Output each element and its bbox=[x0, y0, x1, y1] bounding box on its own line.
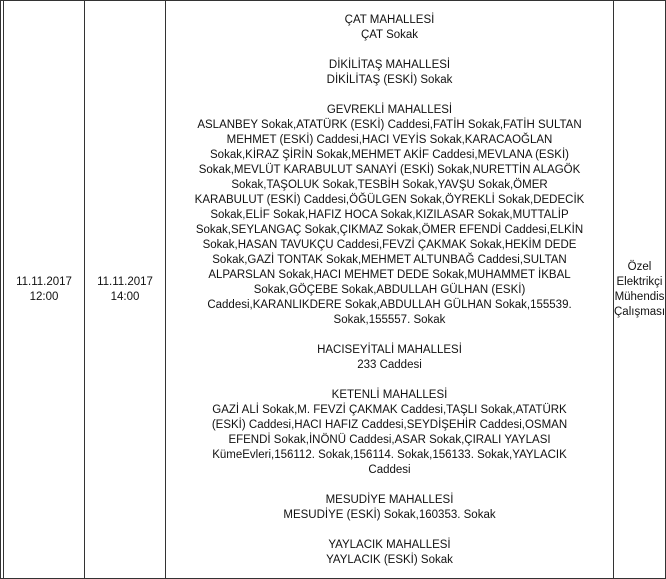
neighborhood-name: ÇAT MAHALLESİ bbox=[344, 14, 435, 26]
affected-area-list bbox=[166, 11, 613, 568]
street-list-line: KARABULUT (ESKİ) Caddesi,ÖĞÜLGEN Sokak,ÖYREKLİ Sokak,DEDECİK bbox=[194, 194, 585, 206]
street-list-line: EFENDİ Sokak,İNÖNÜ Caddesi,ASAR Sokak,ÇIRALI YAYLASI bbox=[228, 434, 551, 446]
street-list-line: YAYLACIK (ESKİ) Sokak bbox=[326, 554, 453, 566]
neighborhood-name: MESUDİYE MAHALLESİ bbox=[325, 494, 454, 506]
street-list-line: MEHMET (ESKİ) Caddesi,HACI VEYİS Sokak,KARACAOĞLAN bbox=[226, 134, 553, 146]
neighborhood-block bbox=[172, 388, 607, 478]
end-time: 14:00 bbox=[110, 290, 140, 303]
street-list-line: DİKİLİTAŞ (ESKİ) Sokak bbox=[326, 74, 453, 86]
street-list-line: ÇAT Sokak bbox=[360, 29, 419, 41]
start-date: 11.11.2017 bbox=[16, 275, 72, 288]
street-list-line: Sokak,GÖÇEBE Sokak,ABDULLAH GÜLHAN (ESKİ) bbox=[253, 284, 526, 296]
street-list-line: ASLANBEY Sokak,ATATÜRK (ESKİ) Caddesi,FATİH Sokak,FATİH SULTAN bbox=[197, 119, 582, 131]
affected-area-cell bbox=[166, 1, 614, 579]
street-list-line: Caddesi,KARANLIKDERE Sokak,ABDULLAH GÜLHAN Sokak,155539. bbox=[207, 299, 572, 311]
table-row bbox=[1, 1, 666, 579]
street-list-line: Sokak,ELİF Sokak,HAFIZ HOCA Sokak,KIZILASAR Sokak,MUTTALİP bbox=[210, 209, 569, 221]
street-list-line: Sokak,KİRAZ ŞİRİN Sokak,MEHMET AKİF Caddesi,MEVLANA (ESKİ) bbox=[210, 149, 569, 161]
end-date: 11.11.2017 bbox=[97, 275, 153, 288]
reason-line: Özel bbox=[627, 260, 652, 273]
street-list-line: Sokak,TAŞOLUK Sokak,TESBİH Sokak,YAVŞU Sokak,ÖMER bbox=[231, 179, 548, 191]
street-list-line: Sokak,HASAN TAVUKÇU Caddesi,FEVZİ ÇAKMAK Sokak,HEKİM DEDE bbox=[202, 239, 577, 251]
neighborhood-name: GEVREKLİ MAHALLESİ bbox=[326, 104, 453, 116]
reason-cell bbox=[614, 1, 666, 579]
neighborhood-name: HACISEYİTALİ MAHALLESİ bbox=[317, 344, 462, 356]
neighborhood-block bbox=[172, 493, 607, 523]
street-list-line: 233 Caddesi bbox=[357, 359, 422, 371]
street-list-line: Sokak,SEYLANGAÇ Sokak,ÇIKMAZ Sokak,ÖMER EFENDİ Caddesi,ELKİN bbox=[195, 224, 584, 236]
start-datetime-cell bbox=[4, 1, 85, 579]
reason-line: Mühendis bbox=[614, 290, 665, 303]
street-list-line: Caddesi bbox=[368, 464, 411, 476]
neighborhood-name: DİKİLİTAŞ MAHALLESİ bbox=[328, 59, 451, 71]
neighborhood-block bbox=[172, 103, 607, 328]
neighborhood-block bbox=[172, 13, 607, 43]
neighborhood-block bbox=[172, 58, 607, 88]
start-time: 12:00 bbox=[29, 290, 59, 303]
end-datetime-cell bbox=[85, 1, 166, 579]
street-list-line: KümeEvleri,156112. Sokak,156114. Sokak,156133. Sokak,YAYLACIK bbox=[212, 449, 567, 461]
street-list-line: Sokak,GAZİ TONTAK Sokak,MEHMET ALTUNBAĞ Caddesi,SULTAN bbox=[212, 254, 567, 266]
street-list-line: Sokak,MEVLÜT KARABULUT SANAYİ (ESKİ) Sokak,NURETTİN ALAGÖK bbox=[198, 164, 581, 176]
neighborhood-block bbox=[172, 538, 607, 568]
street-list-line: (ESKİ) Caddesi,HACI HAFIZ Caddesi,SEYDİŞEHİR Caddesi,OSMAN bbox=[211, 419, 568, 431]
street-list-line: Sokak,155557. Sokak bbox=[333, 314, 446, 326]
neighborhood-name: YAYLACIK MAHALLESİ bbox=[328, 539, 451, 551]
neighborhood-name: KETENLİ MAHALLESİ bbox=[331, 389, 448, 401]
neighborhood-block bbox=[172, 343, 607, 373]
street-list-line: GAZİ ALİ Sokak,M. FEVZİ ÇAKMAK Caddesi,TAŞLI Sokak,ATATÜRK bbox=[212, 404, 567, 416]
reason-line: Elektrikçi bbox=[616, 275, 663, 288]
street-list-line: MESUDİYE (ESKİ) Sokak,160353. Sokak bbox=[283, 509, 496, 521]
reason-line: Çalışması bbox=[614, 305, 666, 318]
street-list-line: ALPARSLAN Sokak,HACI MEHMET DEDE Sokak,MUHAMMET İKBAL bbox=[208, 269, 571, 281]
